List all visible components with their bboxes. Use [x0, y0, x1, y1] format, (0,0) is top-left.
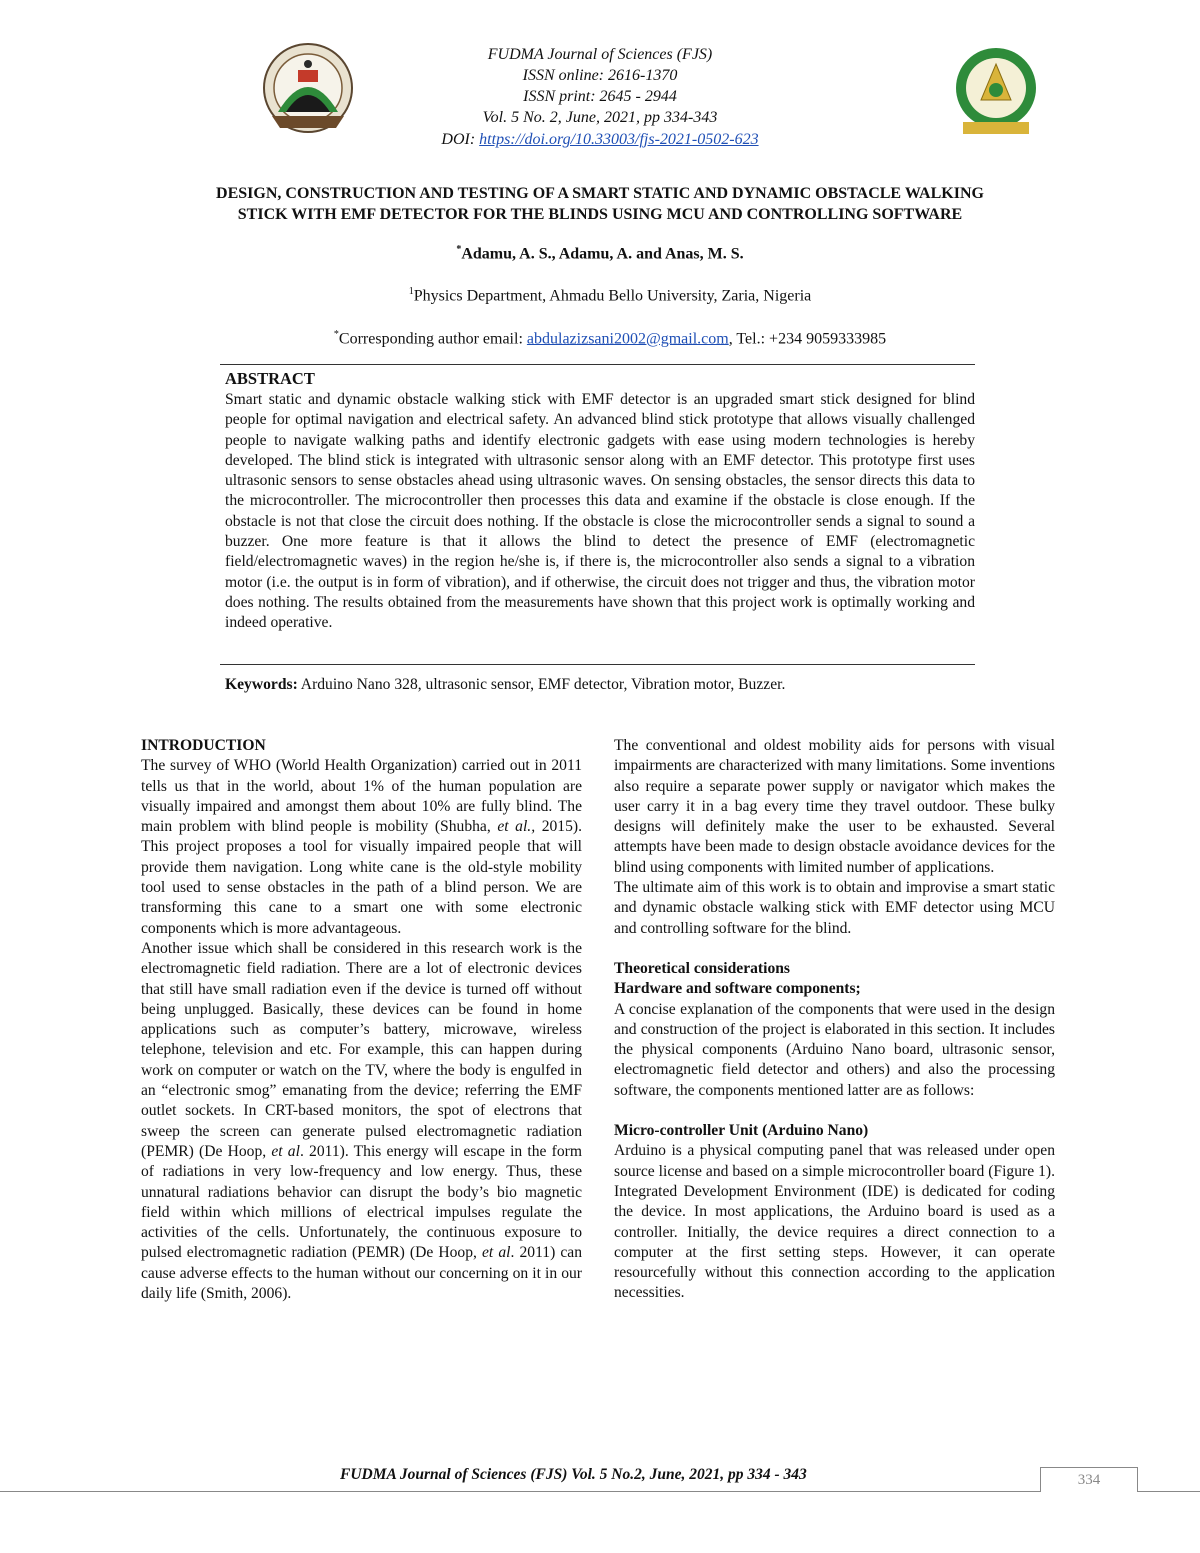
corresponding-star: * [333, 329, 339, 340]
footer-rule [0, 1491, 1200, 1492]
intro-p1-text-b: 2015). This project proposes a tool for visually impaired people that will provide them navigation. Long white cane is the old-style mobility tool used to sense obstacles in the path of a blind person. We are transforming this cane to a smart one with some electronic components which is more advantageous. [141, 818, 582, 937]
footer-journal: FUDMA Journal of Sciences (FJS) Vol. 5 No.2, June, 2021, pp 334 - 343 [340, 1466, 807, 1483]
intro-p1-text-a: The survey of WHO (World Health Organization) carried out in 2011 tells us that in the world, about 1% of the human population are visually impaired and amongst them about 10% are fully blind. The main problem with blind people is mobility (Shubha, [141, 757, 582, 836]
right-column [614, 736, 1055, 1304]
corresponding-prefix: Corresponding author email: [338, 330, 527, 348]
intro-p2-text-b: . 2011). This energy will escape in the form of radiations in very low-frequency and low energy. Thus, these unnatural radiations behavior can disrupt the body’s bio magnetic field within which millions of electrical impulses regulate the activities of the cells. Unfortunately, the continuous exposure to pulsed electromagnetic radiation (PEMR) (De Hoop, [141, 1142, 582, 1262]
mcu-heading: Micro-controller Unit (Arduino Nano) [614, 1122, 869, 1140]
spacer [614, 1101, 1055, 1121]
intro-p1-etal: et al., [497, 818, 536, 836]
intro-paragraph-1 [141, 756, 582, 939]
intro-p2-text-a: Another issue which shall be considered in this research work is the electromagnetic field radiation. There are a lot of electronic devices that still have small radiation even if the device is turned off without being unplugged. Basically, these devices can be found in home applications such as computer’s battery, microwave, wireless telephone, television and etc. For example, this can happen during work on computer or watch on the TV, where the body is engulfed in an “electronic smog” emanating from the device; referring the EMF outlet sockets. In CRT-based monitors, the spot of electrons that sweep the screen can generate pulsed electromagnetic radiation (PEMR) (De Hoop, [141, 939, 582, 1160]
paper-title-line-1: DESIGN, CONSTRUCTION AND TESTING OF A SMART STATIC AND DYNAMIC OBSTACLE WALKING [216, 185, 984, 202]
volume-info: Vol. 5 No. 2, June, 2021, pp 334-343 [482, 109, 718, 126]
spacer [614, 939, 1055, 959]
left-column [141, 736, 582, 1304]
doi-link[interactable]: https://doi.org/10.33003/fjs-2021-0502-623 [479, 131, 759, 148]
intro-p2-etal-1: et al [271, 1142, 300, 1160]
hardware-software-heading: Hardware and software components; [614, 980, 861, 998]
corresponding-suffix: , Tel.: +234 9059333985 [728, 330, 887, 348]
page-number-box [1040, 1467, 1138, 1492]
right-paragraph-2: The ultimate aim of this work is to obtain and improvise a smart static and dynamic obstacle walking stick with EMF detector using MCU and controlling software for the blind. [614, 879, 1055, 937]
abstract-bottom-rule [220, 664, 975, 665]
doi-line [0, 129, 1200, 150]
journal-name: FUDMA Journal of Sciences (FJS) [487, 46, 713, 63]
affiliation-marker: 1 [408, 286, 414, 297]
intro-paragraph-2 [141, 939, 582, 1304]
affiliation-text: Physics Department, Ahmadu Bello University, Zaria, Nigeria [413, 287, 812, 305]
page-number: 334 [1077, 1472, 1101, 1488]
issn-print: ISSN print: 2645 - 2944 [523, 88, 677, 105]
abstract-top-rule [220, 364, 975, 365]
authors-text: Adamu, A. S., Adamu, A. and Anas, M. S. [461, 245, 744, 263]
issn-online: ISSN online: 2616-1370 [522, 67, 678, 84]
paper-title-line-2: STICK WITH EMF DETECTOR FOR THE BLINDS USING MCU AND CONTROLLING SOFTWARE [237, 206, 963, 223]
corresponding-author [0, 329, 1200, 348]
introduction-heading: INTRODUCTION [141, 737, 266, 754]
doi-label: DOI: [441, 131, 480, 148]
intro-p2-etal-2: et al [482, 1244, 511, 1262]
right-paragraph-4: Arduino is a physical computing panel that was released under open source license and based on a simple microcontroller board (Figure 1). Integrated Development Environment (IDE) is dedicated for coding the device. In most applications, the Arduino board is used as a controller. Initially, the device requires a direct connection to a computer at the first setting steps. However, it can operate resourcefully without this connection according to the application necessities. [614, 1142, 1055, 1302]
keywords-label: Keywords: [225, 676, 298, 693]
abstract-heading: ABSTRACT [225, 369, 315, 388]
theoretical-considerations-heading: Theoretical considerations [614, 959, 790, 977]
keywords-text: Arduino Nano 328, ultrasonic sensor, EMF detector, Vibration motor, Buzzer. [297, 676, 786, 693]
right-paragraph-1: The conventional and oldest mobility aids for persons with visual impairments are characterized with many limitations. Some inventions also require a separate power supply or navigator which makes the user carry it in a bag every time they travel outdoor. These bulky designs will definitely make the user to be exhausted. Several attempts have been made to design obstacle avoidance devices for the blind using components with limited number of applications. [614, 737, 1055, 876]
authors [0, 244, 1200, 263]
corresponding-email-link[interactable]: abdulazizsani2002@gmail.com [526, 330, 729, 348]
author-star: * [456, 244, 462, 255]
keywords [225, 676, 785, 694]
affiliation [0, 286, 1200, 305]
intro-p2-text-c: . 2011) can cause adverse effects to the human without our concerning on it in our daily life (Smith, 2006). [141, 1244, 582, 1303]
right-paragraph-3: A concise explanation of the components that were used in the design and construction of the project is elaborated in this section. It includes the physical components (Arduino Nano board, ultrasonic sensor, electromagnetic field detector and others) and also the processing software, the components mentioned latter are as follows: [614, 1000, 1055, 1099]
abstract-text: Smart static and dynamic obstacle walking stick with EMF detector is an upgraded smart stick designed for blind people for optimal navigation and electrical safety. An advanced blind stick prototype that allows visually challenged people to navigate walking paths and identify electronic gadgets with ease using modern technologies is hereby developed. The blind stick is integrated with ultrasonic sensor along with an EMF detector. This prototype first uses ultrasonic sensors to sense obstacles ahead using ultrasonic waves. On sensing obstacles, the sensor directs this data to the microcontroller. The microcontroller then processes this data and examine if the obstacle is close enough. If the obstacle is not that close the circuit does nothing. If the obstacle is close the microcontroller sends a signal to sound a buzzer. One more feature is that it allows the blind to detect the presence of EMF (electromagnetic field/electromagnetic waves) in the region he/she is, if there is, the microcontroller also sends a signal to a vibration motor (i.e. the output is in form of vibration), and if otherwise, the circuit does not trigger and thus, the vibration motor does nothing. The results obtained from the measurements have shown that this project work is optimally working and indeed operative. [225, 391, 975, 632]
